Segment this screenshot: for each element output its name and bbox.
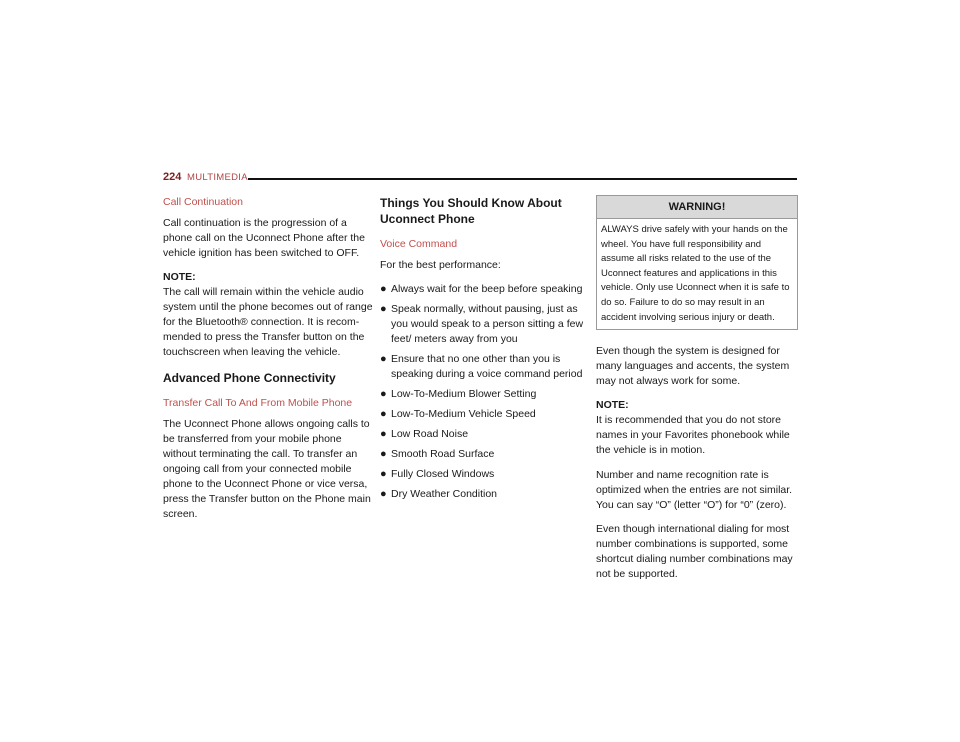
performance-list (380, 282, 586, 502)
page-header (163, 171, 797, 187)
call-continuation-text: Call continuation is the progression of a phone call on the Uconnect Phone after the vehicle ignition has been switched to OFF. (163, 217, 365, 259)
warning-box (596, 195, 798, 330)
section-name: MULTIMEDIA (187, 172, 248, 183)
bullet-icon: ● (380, 448, 387, 460)
bullet-icon: ● (380, 428, 387, 440)
note-text: It is recommended that you do not store names in your Favorites phonebook while the vehicle is in motion. (596, 414, 790, 457)
page-number: 224 (163, 171, 182, 183)
advanced-connectivity-heading: Advanced Phone Connectivity (163, 371, 336, 385)
bullet-icon: ● (380, 283, 387, 295)
note-label: NOTE: (163, 271, 196, 283)
list-item: ● Low-To-Medium Blower Setting (380, 388, 537, 400)
warning-text: ALWAYS drive safely with your hands on the wheel. You have full responsibility and assume all risks related to the use of the Uconnect features and applications in this vehicle. Only use Uconnect when it is safe to do so. Failure to do so may result in an accident involving serious injury or death. (601, 224, 790, 323)
header-rule (248, 178, 797, 180)
note-text: The call will remain within the vehicle audio system until the phone becomes out of range for the Bluetooth® connection. It is recom-mended to press the Transfer button on the touchscreen when leaving the vehicle. (163, 286, 373, 358)
languages-paragraph: Even though the system is designed for many languages and accents, the system may not always work for some. (596, 345, 790, 388)
bullet-icon: ● (380, 353, 387, 365)
column-right (596, 195, 798, 591)
column-left (163, 195, 373, 531)
bullet-icon: ● (380, 468, 387, 480)
list-item: ● Low Road Noise (380, 428, 469, 440)
list-item: ● Smooth Road Surface (380, 448, 495, 460)
list-item: ● Fully Closed Windows (380, 468, 495, 480)
bullet-icon: ● (380, 408, 387, 420)
list-item: ● Speak normally, without pausing, just as you would speak to a person sitting a few feet/ meters away from you (380, 303, 584, 345)
column-middle (380, 195, 586, 507)
list-item: ● Ensure that no one other than you is speaking during a voice command period (380, 353, 583, 380)
things-to-know-heading: Things You Should Know About Uconnect Phone (380, 196, 562, 226)
list-item: ● Always wait for the beep before speaking (380, 283, 583, 295)
bullet-icon: ● (380, 388, 387, 400)
warning-title: WARNING! (597, 196, 797, 219)
bullet-icon: ● (380, 303, 387, 315)
list-item: ● Low-To-Medium Vehicle Speed (380, 408, 536, 420)
list-item: ● Dry Weather Condition (380, 488, 498, 500)
transfer-call-heading: Transfer Call To And From Mobile Phone (163, 397, 353, 409)
voice-command-heading: Voice Command (380, 238, 458, 250)
bullet-icon: ● (380, 488, 387, 500)
call-continuation-heading: Call Continuation (163, 196, 243, 208)
transfer-call-text: The Uconnect Phone allows ongoing calls to be transferred from your mobile phone without terminating the call. To transfer an ongoing call from your connected mobile phone to the Uconnect Phone or vice versa, press the Transfer button on the Phone main screen. (163, 418, 371, 520)
performance-intro: For the best performance: (380, 259, 501, 271)
note-label: NOTE: (596, 399, 629, 412)
recognition-paragraph: Number and name recognition rate is optimized when the entries are not similar. You can say “O” (letter “O”) for “0” (zero). (596, 469, 793, 512)
international-dialing-paragraph: Even though international dialing for most number combinations is supported, some shortcut dialing number combinations may not be supported. (596, 523, 793, 581)
